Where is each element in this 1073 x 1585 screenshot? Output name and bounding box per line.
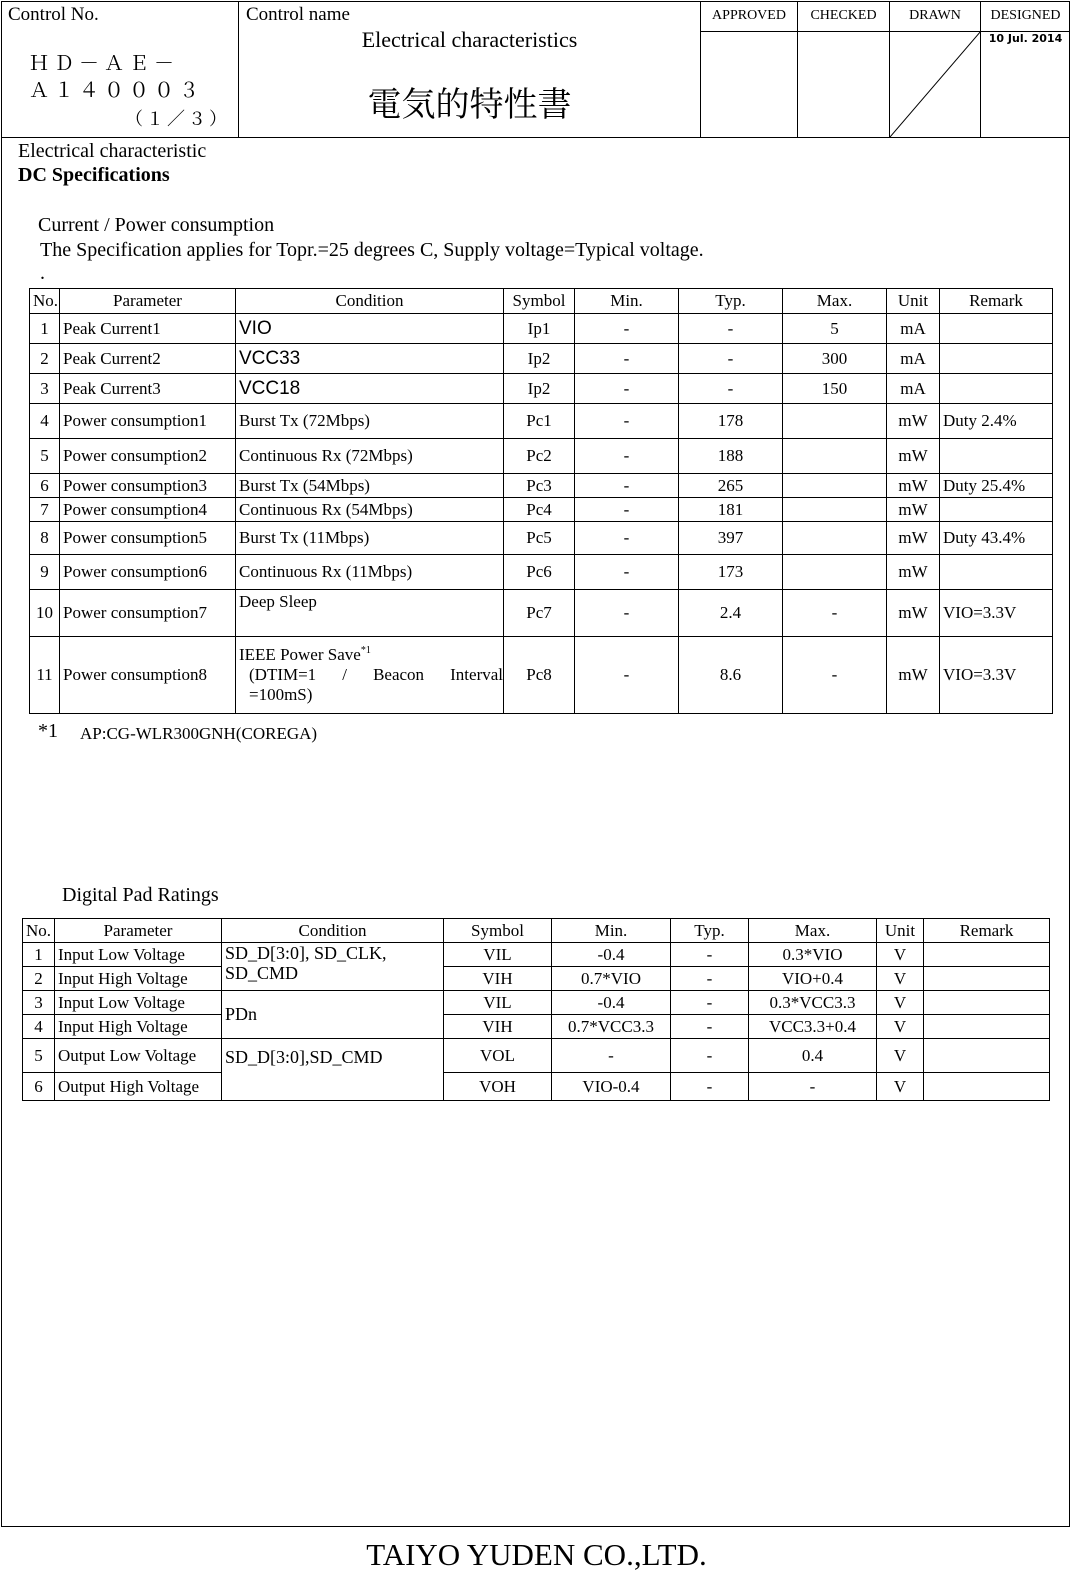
cell-remark xyxy=(924,967,1050,991)
cell-remark xyxy=(940,498,1053,522)
cell-symbol: Pc7 xyxy=(504,590,575,637)
cell-remark xyxy=(924,943,1050,967)
cell-max: 0.3*VIO xyxy=(749,943,877,967)
cell-unit: mW xyxy=(887,555,940,590)
cell-symbol: VIH xyxy=(444,967,552,991)
cell-max: 0.3*VCC3.3 xyxy=(749,991,877,1015)
document-title-en: Electrical characteristics xyxy=(361,27,578,52)
cell-max: 300 xyxy=(783,344,887,374)
cell-unit: V xyxy=(877,967,924,991)
cell-no: 4 xyxy=(23,1015,55,1039)
cell-typ: 8.6 xyxy=(679,637,783,714)
col-remark: Remark xyxy=(924,919,1050,943)
section-subtitle: DC Specifications xyxy=(18,164,170,186)
cell-parameter: Peak Current2 xyxy=(60,344,236,374)
cell-min: -0.4 xyxy=(552,943,671,967)
cell-min: - xyxy=(575,474,679,498)
cell-typ: - xyxy=(679,344,783,374)
cell-parameter: Power consumption8 xyxy=(60,637,236,714)
cell-typ: - xyxy=(679,374,783,404)
cell-typ: 265 xyxy=(679,474,783,498)
cell-symbol: Ip2 xyxy=(504,344,575,374)
cell-no: 1 xyxy=(23,943,55,967)
col-remark: Remark xyxy=(940,289,1053,314)
cell-condition: Deep Sleep xyxy=(236,590,504,637)
cell-min: 0.7*VCC3.3 xyxy=(552,1015,671,1039)
cell-condition: Continuous Rx (54Mbps) xyxy=(236,498,504,522)
pad-table xyxy=(22,918,1050,1101)
cell-min: - xyxy=(552,1039,671,1073)
cell-symbol: VIL xyxy=(444,943,552,967)
cell-parameter: Power consumption7 xyxy=(60,590,236,637)
power-table xyxy=(29,288,1053,714)
cell-condition: Burst Tx (72Mbps) xyxy=(236,404,504,439)
drawn-label: DRAWN xyxy=(890,1,980,32)
cell-symbol: Ip2 xyxy=(504,374,575,404)
table-row xyxy=(30,590,1053,637)
cell-unit: mW xyxy=(887,590,940,637)
col-no: No. xyxy=(30,289,60,314)
cell-max: - xyxy=(783,637,887,714)
cell-unit: mW xyxy=(887,474,940,498)
pad-table-header xyxy=(23,919,1050,943)
table-row xyxy=(23,1073,1050,1101)
section-title: Electrical characteristic xyxy=(18,140,207,162)
col-typ: Typ. xyxy=(679,289,783,314)
cell-no: 5 xyxy=(30,439,60,474)
cell-remark xyxy=(940,344,1053,374)
cell-no: 6 xyxy=(30,474,60,498)
footnote-ref: *1 xyxy=(360,645,371,656)
control-name-cell xyxy=(239,1,701,137)
cell-min: - xyxy=(575,404,679,439)
cell-condition: SD_D[3:0], SD_CLK, SD_CMD xyxy=(222,943,444,991)
cell-parameter: Input High Voltage xyxy=(55,1015,222,1039)
table-row xyxy=(23,967,1050,991)
cell-parameter: Power consumption4 xyxy=(60,498,236,522)
cell-condition: Burst Tx (54Mbps) xyxy=(236,474,504,498)
cell-remark xyxy=(924,1015,1050,1039)
cell-unit: mA xyxy=(887,314,940,344)
cell-symbol: VOH xyxy=(444,1073,552,1101)
cell-remark: Duty 2.4% xyxy=(940,404,1053,439)
cell-min: - xyxy=(575,314,679,344)
cell-parameter: Power consumption6 xyxy=(60,555,236,590)
cell-no: 3 xyxy=(30,374,60,404)
col-symbol: Symbol xyxy=(504,289,575,314)
control-no-line1: ＨＤ－ＡＥ－ xyxy=(29,51,179,75)
cell-max xyxy=(783,498,887,522)
cell-unit: V xyxy=(877,1073,924,1101)
cell-parameter: Power consumption3 xyxy=(60,474,236,498)
cell-condition: PDn xyxy=(222,991,444,1039)
footnote-text: AP:CG-WLR300GNH(COREGA) xyxy=(80,724,318,743)
cell-max xyxy=(783,474,887,498)
table-row xyxy=(30,439,1053,474)
cell-condition xyxy=(236,637,504,714)
cell-typ: - xyxy=(671,1073,749,1101)
table-row xyxy=(30,314,1053,344)
approved-label: APPROVED xyxy=(701,1,797,32)
cell-typ: - xyxy=(671,967,749,991)
cell-symbol: Pc3 xyxy=(504,474,575,498)
cell-no: 9 xyxy=(30,555,60,590)
cell-typ: 2.4 xyxy=(679,590,783,637)
cell-typ: 173 xyxy=(679,555,783,590)
cell-min: - xyxy=(575,344,679,374)
approved-cell xyxy=(701,1,798,137)
cell-no: 11 xyxy=(30,637,60,714)
cell-remark xyxy=(924,1039,1050,1073)
cell-min: - xyxy=(575,498,679,522)
cell-typ: 181 xyxy=(679,498,783,522)
cell-remark xyxy=(940,555,1053,590)
cell-unit: mA xyxy=(887,374,940,404)
table-row xyxy=(30,637,1053,714)
designed-cell xyxy=(981,1,1070,137)
document-title-jp: 電気的特性書 xyxy=(367,85,572,125)
control-name-label: Control name xyxy=(246,4,350,25)
cell-min: - xyxy=(575,439,679,474)
cell-condition: Burst Tx (11Mbps) xyxy=(236,522,504,555)
control-no-page: （１／３） xyxy=(125,109,230,130)
cell-min: - xyxy=(575,522,679,555)
cell-condition: VCC33 xyxy=(236,344,504,374)
condition-line2: (DTIM=1 / Beacon Interval =100mS) xyxy=(249,665,503,704)
checked-cell xyxy=(798,1,890,137)
table-row xyxy=(30,474,1053,498)
cell-condition: Continuous Rx (72Mbps) xyxy=(236,439,504,474)
cell-max: VIO+0.4 xyxy=(749,967,877,991)
cell-symbol: Pc6 xyxy=(504,555,575,590)
cell-typ: 178 xyxy=(679,404,783,439)
cell-unit: mW xyxy=(887,522,940,555)
cell-max: VCC3.3+0.4 xyxy=(749,1015,877,1039)
cell-unit: mW xyxy=(887,637,940,714)
cell-parameter: Output High Voltage xyxy=(55,1073,222,1101)
cell-condition: VIO xyxy=(236,314,504,344)
table-row xyxy=(23,1039,1050,1073)
control-no-cell xyxy=(1,1,239,137)
pad-table-title: Digital Pad Ratings xyxy=(62,884,219,906)
control-no-line2: Ａ１４０００３ xyxy=(29,78,204,102)
cell-symbol: Pc1 xyxy=(504,404,575,439)
cell-max: - xyxy=(749,1073,877,1101)
applies-note: The Specification applies for Topr.=25 degrees C, Supply voltage=Typical voltage. xyxy=(40,239,704,261)
cell-typ: - xyxy=(679,314,783,344)
col-min: Min. xyxy=(575,289,679,314)
col-condition: Condition xyxy=(222,919,444,943)
dot-mark: . xyxy=(40,262,45,284)
cell-remark: VIO=3.3V xyxy=(940,590,1053,637)
cell-remark: Duty 43.4% xyxy=(940,522,1053,555)
cell-min: - xyxy=(575,637,679,714)
cell-remark xyxy=(940,439,1053,474)
company-footer: TAIYO YUDEN CO.,LTD. xyxy=(366,1537,707,1572)
drawn-cell xyxy=(890,1,981,137)
cell-symbol: Pc2 xyxy=(504,439,575,474)
cell-parameter: Power consumption2 xyxy=(60,439,236,474)
cell-typ: - xyxy=(671,991,749,1015)
cell-parameter: Input Low Voltage xyxy=(55,991,222,1015)
cell-no: 6 xyxy=(23,1073,55,1101)
cell-no: 2 xyxy=(30,344,60,374)
cell-max xyxy=(783,555,887,590)
col-typ: Typ. xyxy=(671,919,749,943)
cell-symbol: Ip1 xyxy=(504,314,575,344)
cell-unit: V xyxy=(877,1015,924,1039)
table-row xyxy=(30,404,1053,439)
cell-remark: Duty 25.4% xyxy=(940,474,1053,498)
cell-max: 5 xyxy=(783,314,887,344)
cell-max: 150 xyxy=(783,374,887,404)
cell-typ: - xyxy=(671,1039,749,1073)
table-row xyxy=(30,555,1053,590)
cell-max xyxy=(783,404,887,439)
power-table-header xyxy=(30,289,1053,314)
cell-max xyxy=(783,522,887,555)
cell-condition: VCC18 xyxy=(236,374,504,404)
col-no: No. xyxy=(23,919,55,943)
cell-unit: mW xyxy=(887,439,940,474)
cell-unit: V xyxy=(877,943,924,967)
cell-no: 7 xyxy=(30,498,60,522)
cell-min: -0.4 xyxy=(552,991,671,1015)
cell-unit: mA xyxy=(887,344,940,374)
cell-no: 2 xyxy=(23,967,55,991)
cell-parameter: Input Low Voltage xyxy=(55,943,222,967)
cell-condition: SD_D[3:0],SD_CMD xyxy=(222,1039,444,1101)
cell-unit: V xyxy=(877,1039,924,1073)
cell-min: 0.7*VIO xyxy=(552,967,671,991)
cell-min: - xyxy=(575,374,679,404)
title-block xyxy=(1,1,1070,138)
cell-remark xyxy=(924,1073,1050,1101)
table-row xyxy=(30,374,1053,404)
col-unit: Unit xyxy=(887,289,940,314)
designed-label: DESIGNED xyxy=(981,1,1070,32)
control-no-label: Control No. xyxy=(8,4,99,25)
cell-symbol: VIL xyxy=(444,991,552,1015)
cell-unit: mW xyxy=(887,498,940,522)
footnote-mark: *1 xyxy=(38,720,58,742)
cell-max: - xyxy=(783,590,887,637)
cell-parameter: Input High Voltage xyxy=(55,967,222,991)
cell-remark xyxy=(940,374,1053,404)
cell-typ: - xyxy=(671,1015,749,1039)
cell-max: 0.4 xyxy=(749,1039,877,1073)
col-condition: Condition xyxy=(236,289,504,314)
cell-min: - xyxy=(575,555,679,590)
cell-max xyxy=(783,439,887,474)
col-parameter: Parameter xyxy=(60,289,236,314)
cell-symbol: Pc4 xyxy=(504,498,575,522)
cell-symbol: Pc5 xyxy=(504,522,575,555)
cell-no: 10 xyxy=(30,590,60,637)
table-row xyxy=(30,498,1053,522)
condition-line1: IEEE Power Save xyxy=(239,645,361,664)
cell-typ: - xyxy=(671,943,749,967)
cell-condition: Continuous Rx (11Mbps) xyxy=(236,555,504,590)
strike-diagonal xyxy=(890,31,981,137)
cell-typ: 188 xyxy=(679,439,783,474)
control-no-value xyxy=(29,50,204,104)
cell-symbol: VOL xyxy=(444,1039,552,1073)
table-row xyxy=(30,522,1053,555)
cell-parameter: Output Low Voltage xyxy=(55,1039,222,1073)
designed-date: 10 Jul. 2014 xyxy=(988,32,1063,45)
cell-no: 3 xyxy=(23,991,55,1015)
cell-parameter: Peak Current1 xyxy=(60,314,236,344)
col-symbol: Symbol xyxy=(444,919,552,943)
col-max: Max. xyxy=(783,289,887,314)
cell-parameter: Power consumption1 xyxy=(60,404,236,439)
cell-remark: VIO=3.3V xyxy=(940,637,1053,714)
cell-no: 1 xyxy=(30,314,60,344)
cell-unit: V xyxy=(877,991,924,1015)
cell-no: 8 xyxy=(30,522,60,555)
cell-parameter: Power consumption5 xyxy=(60,522,236,555)
cell-symbol: Pc8 xyxy=(504,637,575,714)
cell-parameter: Peak Current3 xyxy=(60,374,236,404)
cell-typ: 397 xyxy=(679,522,783,555)
table-row xyxy=(30,344,1053,374)
cell-no: 5 xyxy=(23,1039,55,1073)
cell-remark xyxy=(940,314,1053,344)
table-row xyxy=(23,1015,1050,1039)
table-row xyxy=(23,943,1050,967)
col-parameter: Parameter xyxy=(55,919,222,943)
cell-min: VIO-0.4 xyxy=(552,1073,671,1101)
cell-remark xyxy=(924,991,1050,1015)
table-row xyxy=(23,991,1050,1015)
col-max: Max. xyxy=(749,919,877,943)
current-title: Current / Power consumption xyxy=(38,214,275,236)
col-unit: Unit xyxy=(877,919,924,943)
cell-symbol: VIH xyxy=(444,1015,552,1039)
cell-unit: mW xyxy=(887,404,940,439)
checked-label: CHECKED xyxy=(798,1,889,32)
cell-no: 4 xyxy=(30,404,60,439)
cell-min: - xyxy=(575,590,679,637)
col-min: Min. xyxy=(552,919,671,943)
